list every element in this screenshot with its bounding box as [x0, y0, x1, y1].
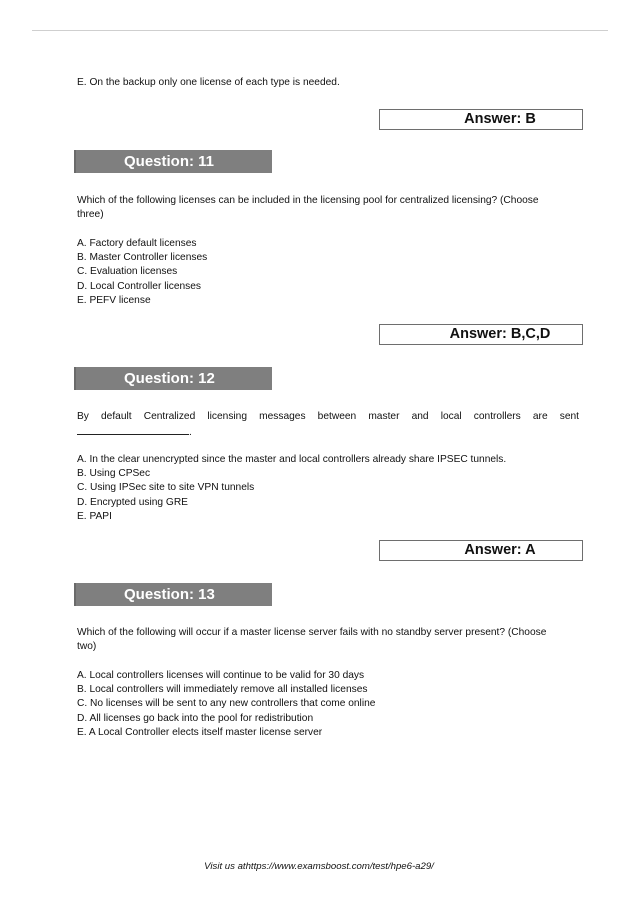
- option-list: [77, 237, 579, 308]
- top-divider: [32, 30, 608, 31]
- option-b: B. Using CPSec: [77, 468, 151, 480]
- option-a: A. Local controllers licenses will continue to be valid for 30 days: [77, 670, 365, 681]
- option-b: B. Master Controller licenses: [77, 252, 208, 264]
- question-stem: [77, 626, 579, 654]
- option-d: D. Encrypted using GRE: [77, 496, 188, 508]
- option-c: C. No licenses will be sent to any new controllers that come online: [77, 698, 376, 710]
- stem-line: Which of the following licenses can be included in the licensing pool for centralized licensing? (Choose: [77, 195, 539, 206]
- answer-blank: [77, 425, 189, 435]
- option-c: C. Using IPSec site to site VPN tunnels: [77, 482, 255, 494]
- answer-box: [379, 109, 583, 130]
- option-b: B. Local controllers will immediately remove all installed licenses: [77, 684, 368, 696]
- stem-line: two): [77, 641, 97, 653]
- answer-label: Answer: B: [464, 111, 536, 127]
- answer-box: [379, 540, 583, 561]
- option-a: A. Factory default licenses: [77, 238, 197, 249]
- option-d: D. Local Controller licenses: [77, 280, 202, 292]
- option-list: [77, 669, 579, 740]
- question-banner: Question: 12: [74, 367, 272, 390]
- option-a: A. In the clear unencrypted since the master and local controllers already share IPSEC tunnels.: [77, 454, 507, 465]
- question-banner: Question: 13: [74, 583, 272, 606]
- answer-label: Answer: B,C,D: [449, 326, 551, 342]
- answer-label: Answer: A: [464, 542, 536, 558]
- question-stem-blank: [77, 425, 579, 440]
- stem-line: three): [77, 209, 104, 221]
- question-stem: [77, 194, 579, 222]
- option-e: E. PAPI: [77, 510, 112, 522]
- option-d: D. All licenses go back into the pool for redistribution: [77, 712, 314, 724]
- stem-period: .: [189, 427, 192, 438]
- option-text: E. On the backup only one license of each type is needed.: [77, 77, 340, 88]
- question-stem: [77, 410, 579, 424]
- option-c: C. Evaluation licenses: [77, 266, 178, 278]
- answer-box: [379, 324, 583, 345]
- stem-line: By default Centralized licensing messages between master and local controllers are sent: [77, 411, 579, 422]
- footer-link-text: Visit us athttps://www.examsboost.com/test/hpe6-a29/: [204, 861, 434, 872]
- stem-line: Which of the following will occur if a master license server fails with no standby server present? (Choose: [77, 627, 547, 638]
- option-e: E. PEFV license: [77, 294, 151, 306]
- option-e: E. A Local Controller elects itself master license server: [77, 726, 323, 738]
- question-banner: Question: 11: [74, 150, 272, 173]
- option-list: [77, 453, 579, 524]
